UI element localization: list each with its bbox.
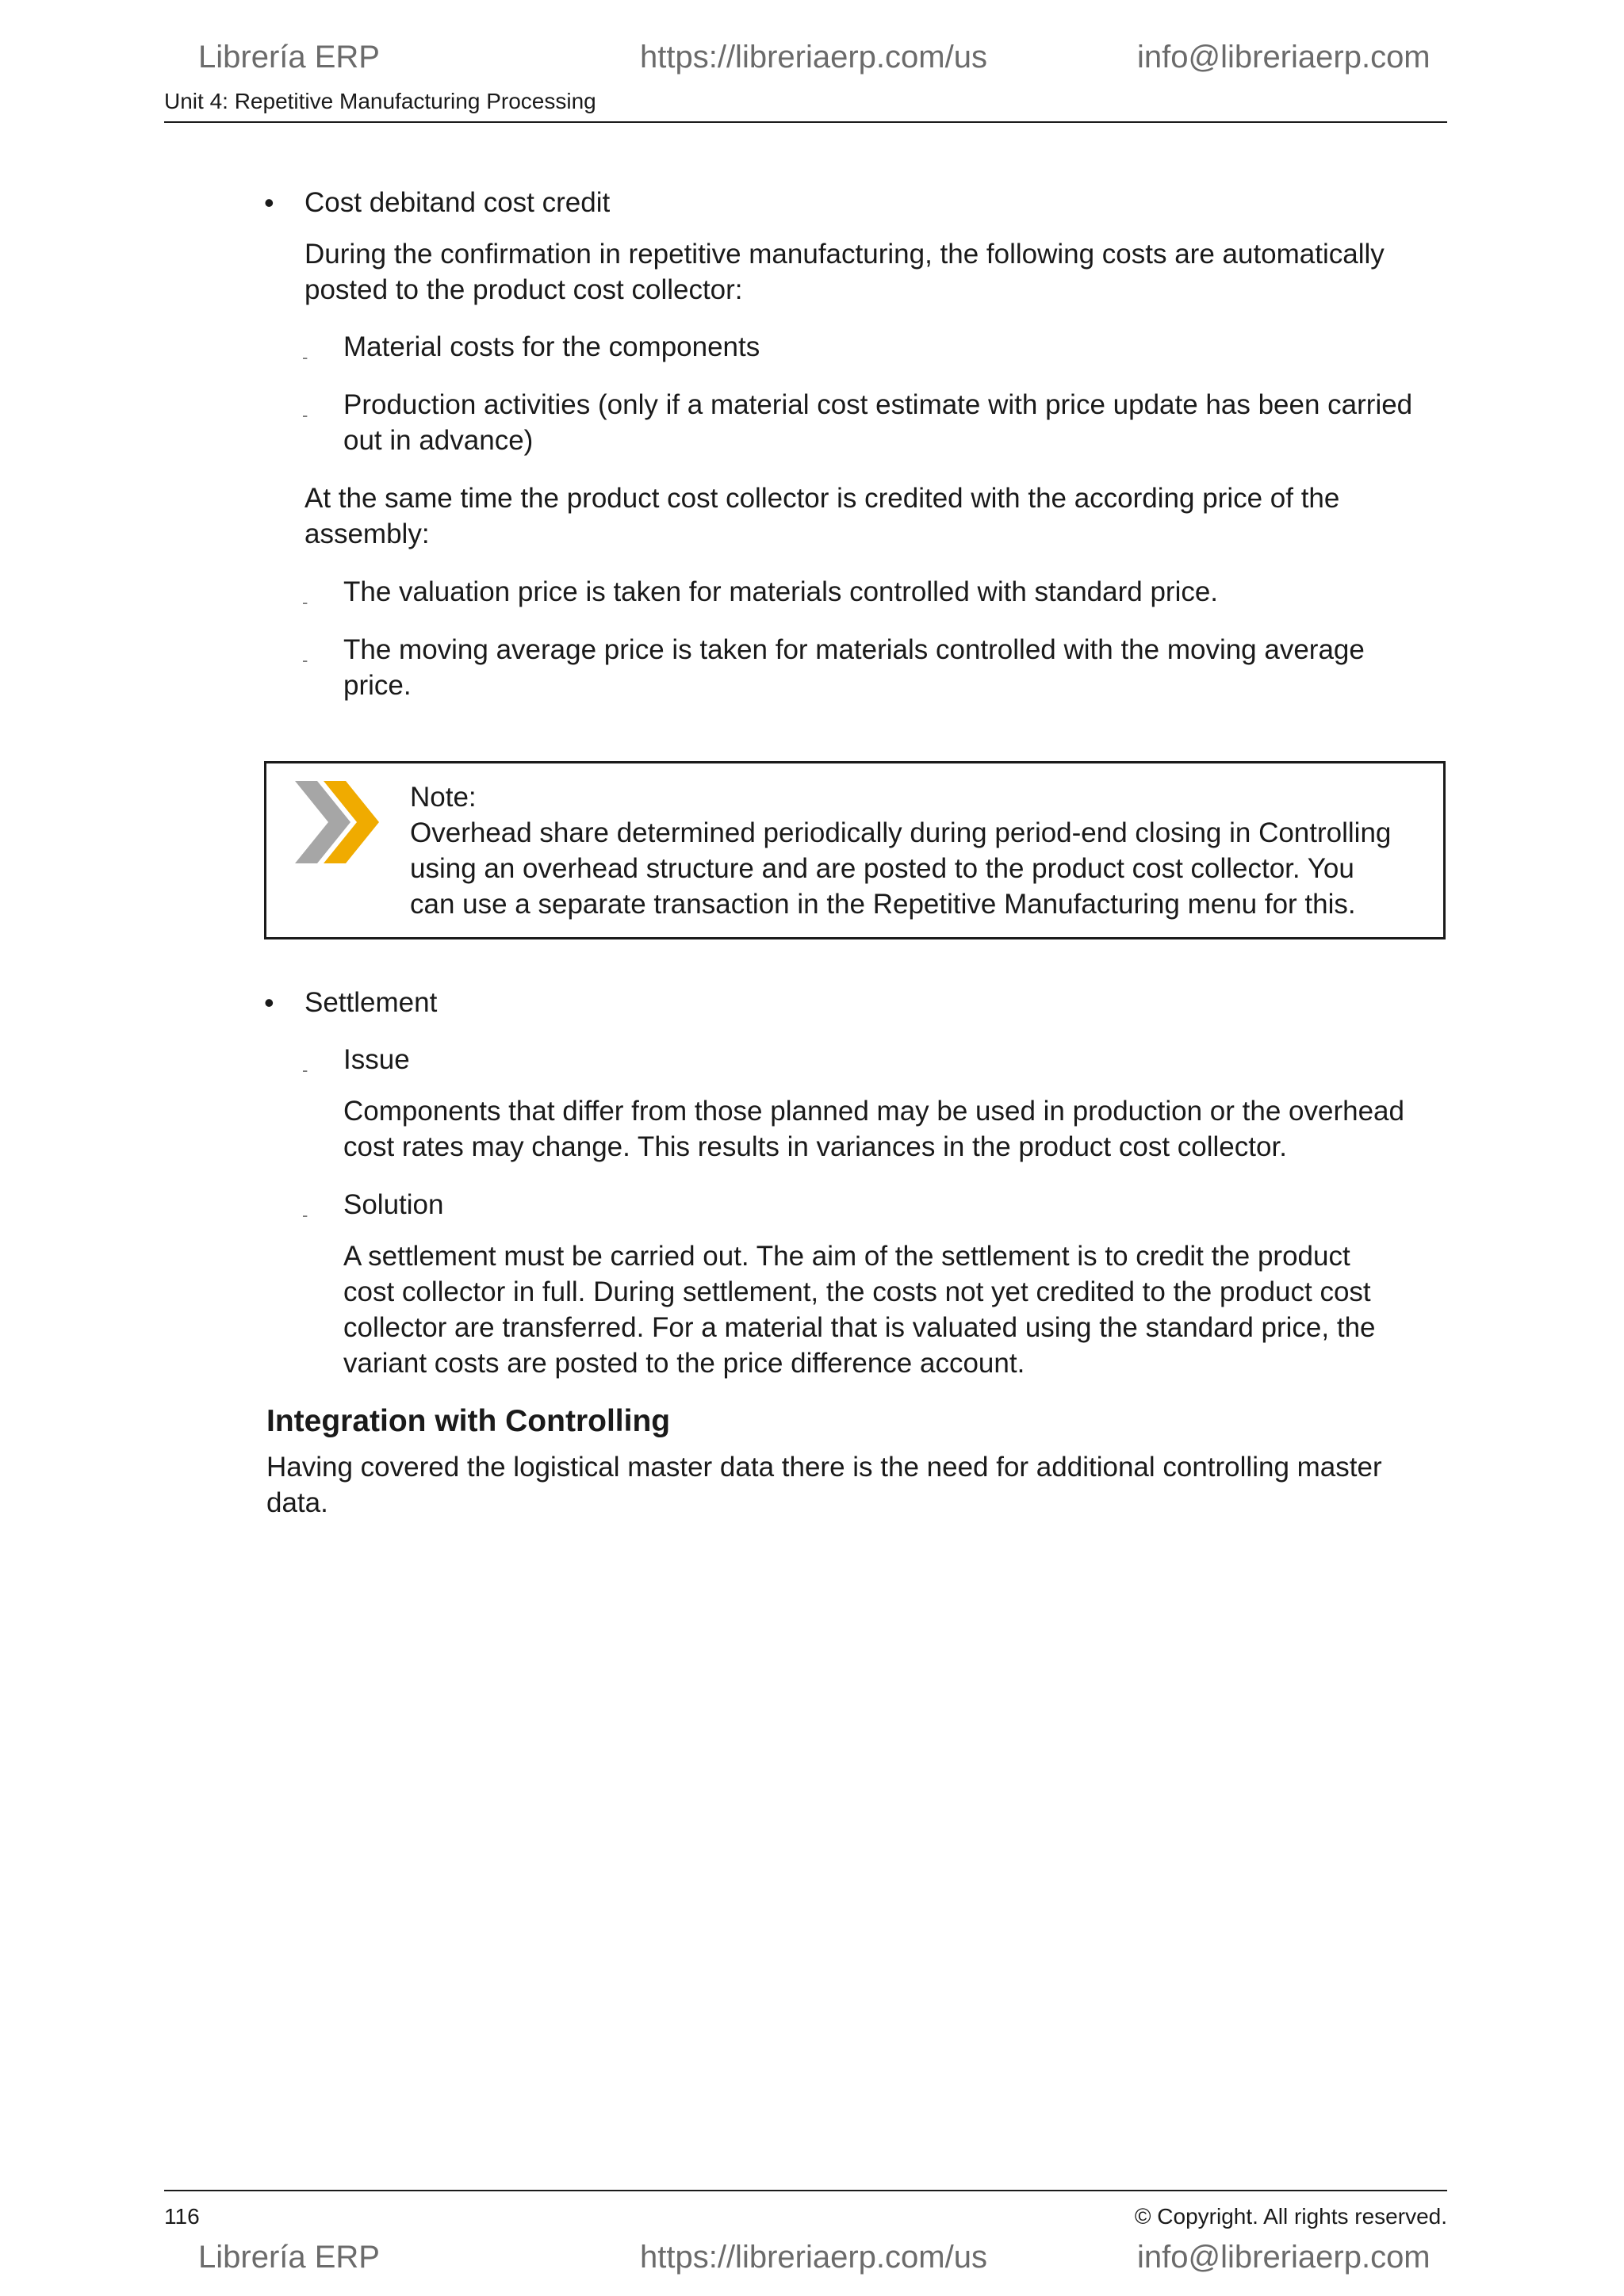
footer-brand-row [0,2240,1624,2287]
note-label: Note: [410,782,477,813]
dash-marker: - [302,1205,308,1225]
issue-title: Issue [343,1044,410,1075]
credit-item-2-line-1: The moving average price is taken for materials controlled with the moving average [343,634,1365,665]
cost-section-title: Cost debitand cost credit [304,187,611,218]
note-line-2: using an overhead structure and are posted to the product cost collector. You [410,853,1354,884]
note-box [264,761,1446,939]
header-brand-url[interactable]: https://libreriaerp.com/us [640,40,987,75]
footer-brand-url[interactable]: https://libreriaerp.com/us [640,2240,987,2275]
issue-line-2: cost rates may change. This results in variances in the product cost collector. [343,1131,1287,1162]
footer-brand-email[interactable]: info@libreriaerp.com [1137,2240,1431,2275]
solution-line-2: cost collector in full. During settlement, the costs not yet credited to the product cost [343,1276,1371,1307]
issue-line-1: Components that differ from those planned may be used in production or the overhead [343,1096,1404,1127]
cost-intro-line-2: posted to the product cost collector: [304,274,743,305]
integration-line-1: Having covered the logistical master data there is the need for additional controlling master [266,1452,1382,1483]
footer-divider [164,2190,1447,2191]
settlement-title: Settlement [304,987,438,1018]
dash-marker: - [302,592,308,612]
bullet-cost: • [264,186,274,219]
header-divider [164,121,1447,123]
dash-marker: - [302,347,308,367]
credit-item-2-line-2: price. [343,670,412,701]
dash-marker: - [302,405,308,425]
credit-item-1: The valuation price is taken for materials controlled with standard price. [343,576,1219,607]
header-brand-row [0,40,1624,87]
integration-line-2: data. [266,1487,328,1518]
solution-line-4: variant costs are posted to the price difference account. [343,1348,1025,1379]
page-number: 116 [164,2204,200,2229]
note-line-3: can use a separate transaction in the Repetitive Manufacturing menu for this. [410,889,1356,920]
dash-marker: - [302,1060,308,1080]
cost-intro-line-1: During the confirmation in repetitive manufacturing, the following costs are automatically [304,239,1385,270]
solution-line-1: A settlement must be carried out. The aim of the settlement is to credit the product [343,1241,1350,1272]
double-chevron-right-icon [295,781,382,863]
debit-item-2-line-1: Production activities (only if a material cost estimate with price update has been carried [343,389,1413,420]
credit-intro-line-2: assembly: [304,519,430,549]
header-brand-name: Librería ERP [198,40,380,75]
dash-marker: - [302,650,308,670]
footer-brand-name: Librería ERP [198,2240,380,2275]
header-brand-email[interactable]: info@libreriaerp.com [1137,40,1431,75]
credit-intro-line-1: At the same time the product cost collector is credited with the according price of the [304,483,1340,514]
integration-heading: Integration with Controlling [266,1404,671,1438]
unit-title: Unit 4: Repetitive Manufacturing Processing [164,89,596,113]
solution-line-3: collector are transferred. For a material that is valuated using the standard price, the [343,1312,1376,1343]
copyright-notice: © Copyright. All rights reserved. [1134,2204,1447,2229]
debit-item-1: Material costs for the components [343,331,760,362]
note-line-1: Overhead share determined periodically during period-end closing in Controlling [410,817,1392,848]
solution-title: Solution [343,1189,444,1220]
debit-item-2-line-2: out in advance) [343,425,534,456]
bullet-settlement: • [264,986,274,1019]
